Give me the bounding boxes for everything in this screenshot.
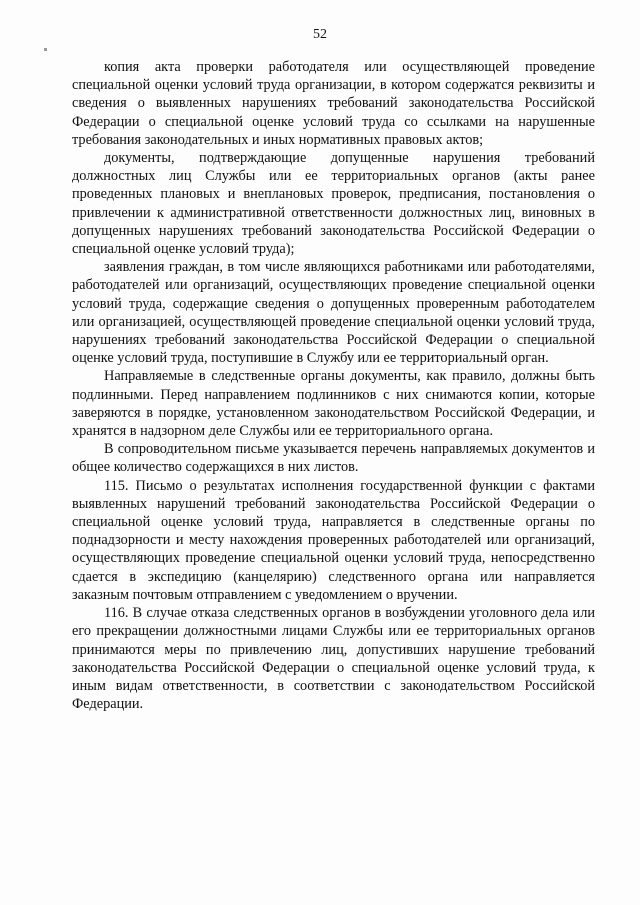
document-body: [72, 58, 595, 713]
paragraph-original-documents: Направляемые в следственные органы документы, как правило, должны быть подлинными. Перед направлением подлинников с них снимаются копии, которые заверяются в порядке, установленном законодательством Российской Федерации, и хранятся в надзорном деле Службы или ее территориального органа.: [72, 368, 595, 440]
paragraph-confirming-documents: документы, подтверждающие допущенные нарушения требований должностных лиц Службы или ее территориальных органов (акты ранее проведенных плановых и внеплановых проверок, предписания, постановления о привлечении к административной ответственности должностных лиц, виновных в допущенных нарушениях требований законодательства Российской Федерации о специальной оценке условий труда);: [72, 150, 595, 258]
paragraph-citizen-statements: заявления граждан, в том числе являющихся работниками или работодателями, работодателей или организаций, осуществляющих проведение специальной оценки условий труда, содержащие сведения о допущенных проверенным работодателем или организацией, осуществляющей проведение специальной оценки условий труда, нарушениях требований законодательства Российской Федерации о специальной оценке условий труда, поступившие в Службу или ее территориальный орган.: [72, 259, 595, 367]
scan-speck: [44, 48, 47, 51]
paragraph-115: 115. Письмо о результатах исполнения государственной функции с фактами выявленных нарушений требований законодательства Российской Федерации о специальной оценке условий труда, направляется в следственные органы по поднадзорности и месту нахождения проверенных работодателей или организаций, осуществляющих проведение специальной оценки условий труда, непосредственно сдается в экспедицию (канцелярию) следственного органа или направляется заказным почтовым отправлением с уведомлением о вручении.: [72, 477, 595, 603]
paragraph-inspection-act-copy: копия акта проверки работодателя или осуществляющей проведение специальной оценки условий труда организации, в котором содержатся реквизиты и сведения о выявленных нарушениях требований законодательства Российской Федерации о специальной оценке условий труда со ссылками на нарушенные требования законодательных и иных нормативных правовых актов;: [72, 59, 595, 148]
paragraph-cover-letter: В сопроводительном письме указывается перечень направляемых документов и общее количество содержащихся в них листов.: [72, 441, 595, 476]
page-number: 52: [313, 27, 327, 42]
paragraph-116: 116. В случае отказа следственных органов в возбуждении уголовного дела или его прекращении должностными лицами Службы или ее территориальных органов принимаются меры по привлечению лиц, допустивших нарушение требований законодательства Российской Федерации о специальной оценке условий труда, к иным видам ответственности, в соответствии с законодательством Российской Федерации.: [72, 605, 595, 713]
